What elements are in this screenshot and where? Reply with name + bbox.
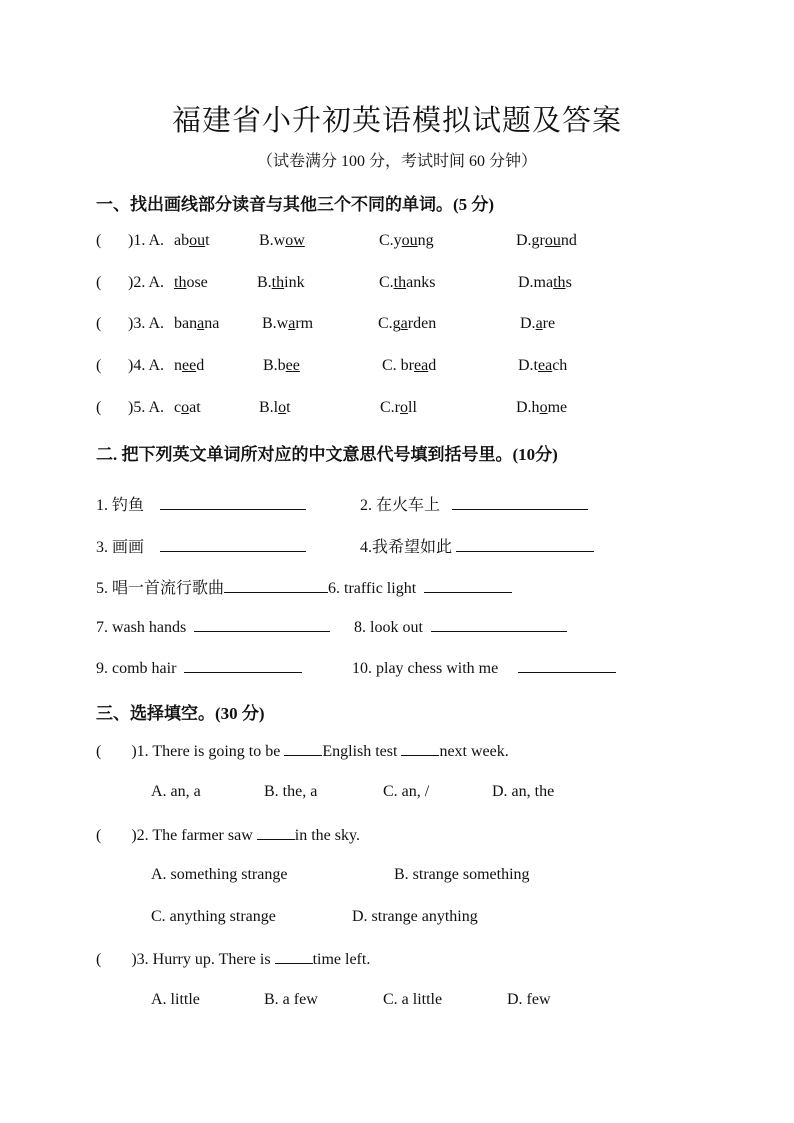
- underlined-letters: a: [400, 315, 408, 332]
- paren-open: (: [96, 743, 102, 760]
- s3-q3-option-a[interactable]: A. little: [151, 991, 200, 1008]
- option-b[interactable]: [259, 232, 305, 250]
- word-part: B.b: [263, 357, 286, 374]
- s3-q1-option-a[interactable]: A. an, a: [151, 783, 201, 800]
- option-b[interactable]: [263, 357, 300, 375]
- underlined-letters: ow: [285, 232, 305, 249]
- s3-q1-option-b[interactable]: B. the, a: [264, 783, 318, 800]
- underlined-letters: th: [393, 274, 407, 291]
- paren-open: (: [96, 357, 102, 374]
- word-part: na: [204, 315, 220, 332]
- s2-item-4: 4.我希望如此: [360, 534, 594, 557]
- option-c[interactable]: [380, 399, 417, 417]
- paren-open: (: [96, 399, 102, 416]
- word-part: C.g: [378, 315, 401, 332]
- underlined-letters: th: [174, 274, 187, 291]
- paren-open: (: [96, 232, 102, 249]
- word-part: ink: [284, 274, 305, 291]
- option-c[interactable]: [382, 357, 436, 375]
- s3-question-2: ( )2. The farmer saw in the sky.: [96, 827, 360, 844]
- s3-question-1: ( )1. There is going to be English test next week.: [96, 743, 509, 760]
- s2-item-10: 10. play chess with me: [352, 658, 616, 678]
- answer-paren[interactable]: [101, 826, 131, 840]
- word-part: C.y: [379, 232, 402, 249]
- option-a[interactable]: [174, 357, 204, 375]
- paren-open: (: [96, 951, 102, 968]
- answer-paren[interactable]: [101, 742, 131, 756]
- option-b[interactable]: [259, 399, 291, 417]
- section3-heading: 三、选择填空。(30 分): [96, 704, 265, 723]
- underlined-letters: a: [288, 315, 296, 332]
- question-number: )3. A.: [128, 315, 164, 332]
- option-d[interactable]: [520, 315, 555, 333]
- option-d[interactable]: [516, 232, 577, 250]
- word-part: D.: [520, 315, 536, 332]
- word-part: nd: [560, 232, 577, 249]
- answer-blank[interactable]: [284, 741, 322, 756]
- paren-open: (: [96, 315, 102, 332]
- s2-item-1: 1. 钓鱼: [96, 492, 306, 515]
- option-c[interactable]: [379, 232, 434, 250]
- s2-item-9: 9. comb hair: [96, 658, 302, 678]
- s3-q3-option-b[interactable]: B. a few: [264, 991, 318, 1008]
- word-part: D.gr: [516, 232, 545, 249]
- underlined-letters: ee: [285, 357, 300, 374]
- answer-blank[interactable]: [401, 741, 439, 756]
- word-part: ll: [408, 399, 417, 416]
- answer-blank[interactable]: [456, 537, 594, 552]
- answer-blank[interactable]: [160, 495, 306, 510]
- s2-item-7: 7. wash hands: [96, 617, 330, 637]
- s3-q3-option-d[interactable]: D. few: [507, 991, 551, 1008]
- underlined-letters: th: [553, 274, 566, 291]
- word-part: t: [286, 399, 291, 416]
- option-d[interactable]: [518, 357, 567, 375]
- question-number: )4. A.: [128, 357, 164, 374]
- option-a[interactable]: [174, 315, 219, 333]
- word-part: s: [565, 274, 572, 291]
- answer-blank[interactable]: [518, 658, 616, 673]
- s3-q2-option-b[interactable]: B. strange something: [394, 866, 530, 883]
- paren-open: (: [96, 274, 102, 291]
- option-c[interactable]: [378, 315, 436, 333]
- underlined-letters: th: [271, 274, 285, 291]
- word-part: ch: [552, 357, 568, 374]
- s3-question-3: ( )3. Hurry up. There is time left.: [96, 951, 371, 968]
- s3-q1-option-d[interactable]: D. an, the: [492, 783, 555, 800]
- s2-item-8: 8. look out: [354, 617, 567, 637]
- question-number: )1. A.: [128, 232, 164, 249]
- section1-heading: 一、找出画线部分读音与其他三个不同的单词。(5 分): [96, 195, 495, 214]
- word-part: at: [189, 399, 201, 416]
- underlined-letters: ou: [544, 232, 561, 249]
- underlined-letters: o: [539, 399, 548, 416]
- underlined-letters: ee: [182, 357, 197, 374]
- s3-q2-option-d[interactable]: D. strange anything: [352, 908, 478, 925]
- underlined-letters: o: [400, 399, 408, 416]
- word-part: B.l: [259, 399, 279, 416]
- word-part: t: [205, 232, 210, 249]
- word-part: ose: [186, 274, 208, 291]
- option-a[interactable]: [174, 232, 210, 250]
- word-part: me: [547, 399, 568, 416]
- word-part: d: [196, 357, 205, 374]
- page-subtitle: （试卷满分 100 分，考试时间 60 分钟）: [256, 153, 537, 170]
- option-a[interactable]: [174, 399, 201, 417]
- answer-blank[interactable]: [424, 578, 512, 593]
- word-part: D.h: [516, 399, 540, 416]
- word-part: B.w: [259, 232, 286, 249]
- answer-blank[interactable]: [431, 617, 567, 632]
- answer-paren[interactable]: [101, 950, 131, 964]
- page-title: 福建省小升初英语模拟试题及答案: [171, 105, 622, 137]
- question-number: )5. A.: [128, 399, 164, 416]
- word-part: C.r: [380, 399, 400, 416]
- word-part: ab: [174, 232, 190, 249]
- s3-q3-option-c[interactable]: C. a little: [383, 991, 443, 1008]
- answer-blank[interactable]: [257, 825, 295, 840]
- underlined-letters: a: [197, 315, 205, 332]
- word-part: C.: [379, 274, 394, 291]
- word-part: c: [174, 399, 182, 416]
- word-part: D.t: [518, 357, 538, 374]
- option-a[interactable]: [174, 274, 208, 292]
- option-b[interactable]: [257, 274, 305, 292]
- underlined-letters: ea: [538, 357, 553, 374]
- word-part: rm: [295, 315, 314, 332]
- question-number: )2. A.: [128, 274, 164, 291]
- underlined-letters: ou: [401, 232, 418, 249]
- s3-q2-option-a[interactable]: A. something strange: [151, 866, 288, 883]
- underlined-letters: o: [181, 399, 190, 416]
- option-d[interactable]: [516, 399, 567, 417]
- answer-blank[interactable]: [275, 949, 313, 964]
- word-part: B.: [257, 274, 272, 291]
- s2-item-5: 5. 唱一首流行歌曲 6. traffic light: [96, 575, 512, 598]
- s2-item-3: 3. 画画: [96, 534, 306, 557]
- option-b[interactable]: [262, 315, 313, 333]
- answer-blank[interactable]: [224, 578, 328, 593]
- underlined-letters: ou: [189, 232, 206, 249]
- section2-heading: 二. 把下列英文单词所对应的中文意思代号填到括号里。(10分): [96, 445, 558, 464]
- word-part: n: [174, 357, 182, 374]
- underlined-letters: a: [535, 315, 543, 332]
- s2-item-2: 2. 在火车上: [360, 492, 588, 515]
- word-part: C. br: [382, 357, 414, 374]
- underlined-letters: ea: [414, 357, 429, 374]
- answer-blank[interactable]: [184, 658, 302, 673]
- answer-blank[interactable]: [194, 617, 330, 632]
- answer-blank[interactable]: [160, 537, 306, 552]
- word-part: d: [428, 357, 437, 374]
- word-part: B.w: [262, 315, 289, 332]
- option-d[interactable]: [518, 274, 572, 292]
- answer-blank[interactable]: [452, 495, 588, 510]
- word-part: anks: [406, 274, 436, 291]
- paren-open: (: [96, 827, 102, 844]
- word-part: re: [542, 315, 556, 332]
- underlined-letters: o: [278, 399, 287, 416]
- s3-q2-option-c[interactable]: C. anything strange: [151, 908, 276, 925]
- word-part: rden: [407, 315, 437, 332]
- word-part: D.ma: [518, 274, 554, 291]
- word-part: ng: [417, 232, 434, 249]
- word-part: ban: [174, 315, 198, 332]
- option-c[interactable]: [379, 274, 435, 292]
- s3-q1-option-c[interactable]: C. an, /: [383, 783, 430, 800]
